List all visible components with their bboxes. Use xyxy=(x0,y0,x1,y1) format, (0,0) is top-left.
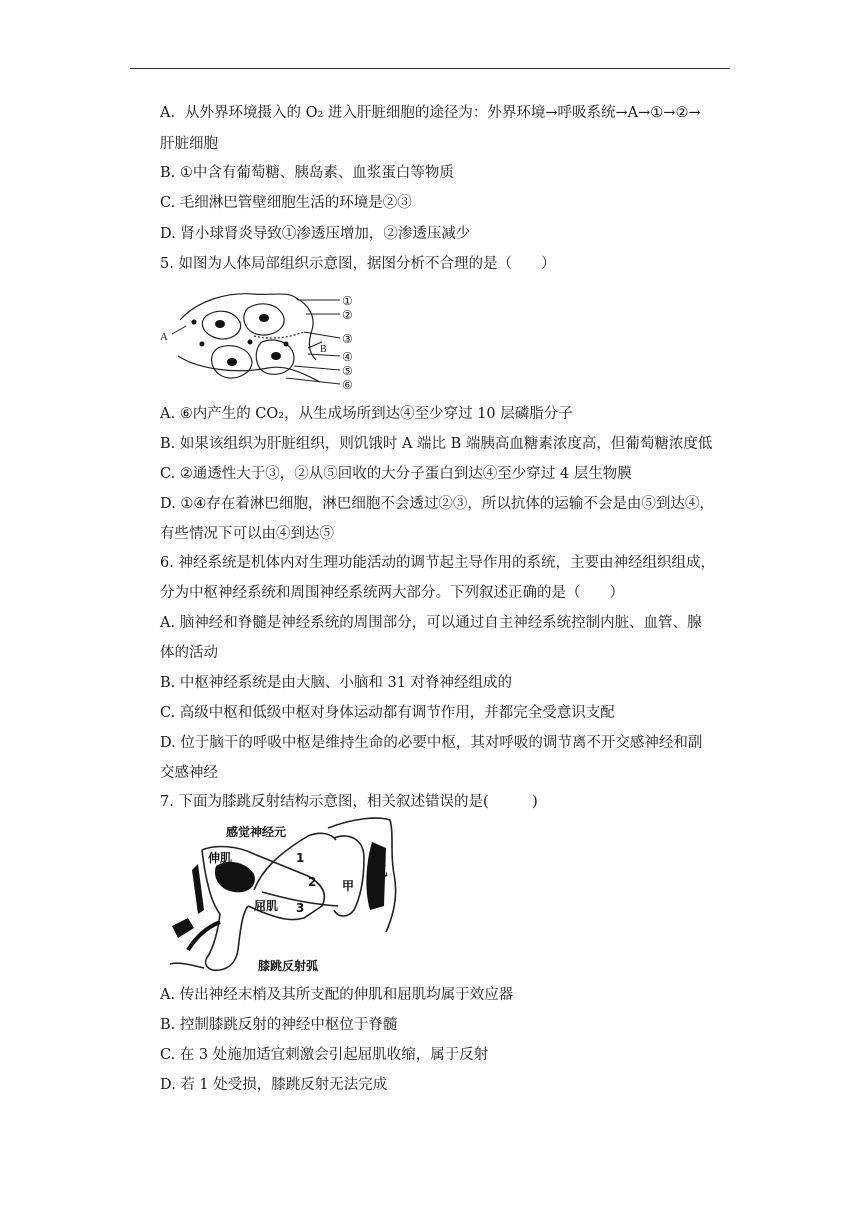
header-rule xyxy=(130,68,730,69)
q6-option-a-line2: 体的活动 xyxy=(160,645,218,661)
q6-option-d-line1: D. 位于脑干的呼吸中枢是维持生命的必要中枢，其对呼吸的调节离不开交感神经和副 xyxy=(160,735,703,751)
q5-option-d-line2: 有些情况下可以由④到达⑤ xyxy=(160,526,334,542)
label-flexor: 屈肌 xyxy=(254,899,279,913)
q5-option-a: A. ⑥内产生的 CO₂，从生成场所到达④至少穿过 10 层磷脂分子 xyxy=(160,406,573,422)
q4-option-b: B. ①中含有葡萄糖、胰岛素、血浆蛋白等物质 xyxy=(160,165,454,181)
q6-stem-line1: 6. 神经系统是机体内对生理功能活动的调节起主导作用的系统，主要由神经组织组成， xyxy=(160,555,715,571)
leader-3 xyxy=(304,332,340,338)
cell-nucleus xyxy=(259,314,269,322)
q5-stem: 5. 如图为人体局部组织示意图，据图分析不合理的是（ ） xyxy=(160,256,556,272)
sensory-nerve xyxy=(308,833,336,840)
capillary-wall-top xyxy=(180,294,298,320)
knee-cap xyxy=(192,864,204,914)
marker-3: ③ xyxy=(342,332,353,346)
q6-option-a-line1: A. 脑神经和脊髓是神经系统的周围部分，可以通过自主神经系统控制内脏、血管、腺 xyxy=(160,615,702,631)
label-extensor: 伸肌 xyxy=(208,851,233,865)
label-num1: 1 xyxy=(296,851,305,865)
flow-arrow-a xyxy=(172,326,186,334)
q7-option-b: B. 控制膝跳反射的神经中枢位于脊髓 xyxy=(160,1017,398,1033)
label-a: A xyxy=(160,331,168,343)
blood-cell xyxy=(248,340,253,345)
q5-option-b: B. 如果该组织为肝脏组织，则饥饿时 A 端比 B 端胰高血糖素浓度高，但葡萄糖浓度低 xyxy=(160,436,713,452)
label-jia: 甲 xyxy=(342,879,355,893)
marker-5: ⑤ xyxy=(342,364,353,378)
q6-stem-line2: 分为中枢神经系统和周围神经系统两大部分。下列叙述正确的是（ ） xyxy=(160,585,624,601)
q6-option-d-line2: 交感神经 xyxy=(160,765,218,781)
cell-nucleus xyxy=(227,358,237,366)
blood-cell xyxy=(200,342,205,347)
extensor-muscle xyxy=(215,862,255,892)
q4-option-d: D. 肾小球肾炎导致①渗透压增加，②渗透压减少 xyxy=(160,226,471,242)
label-yi: 乙 xyxy=(374,864,388,880)
q4-option-a-line1: A．从外界环境摄入的 O₂ 进入肝脏细胞的途径为：外界环境→呼吸系统→A→①→②→ xyxy=(160,105,701,121)
shank-outline xyxy=(206,906,248,970)
blood-cell xyxy=(192,320,197,325)
knee-jerk-reflex-diagram xyxy=(158,814,408,980)
tissue-diagram xyxy=(158,286,363,398)
marker-2: ② xyxy=(342,308,353,322)
label-sensory-neuron: 感觉神经元 xyxy=(226,825,287,839)
label-num3: 3 xyxy=(296,901,305,915)
q5-option-c: C. ②通透性大于③，②从⑤回收的大分子蛋白到达④至少穿过 4 层生物膜 xyxy=(160,466,632,482)
q7-option-d: D. 若 1 处受损，膝跳反射无法完成 xyxy=(160,1077,388,1093)
hammer-head xyxy=(172,918,194,938)
capillary-wall-bottom xyxy=(178,356,320,382)
q7-option-a: A. 传出神经末梢及其所支配的伸肌和屈肌均属于效应器 xyxy=(160,987,514,1003)
spinal-cord-outline xyxy=(334,836,364,916)
q4-option-c: C. 毛细淋巴管壁细胞生活的环境是②③ xyxy=(160,195,412,211)
q4-option-a-line2: 肝脏细胞 xyxy=(160,136,218,152)
q7-stem: 7. 下面为膝跳反射结构示意图，相关叙述错误的是( ) xyxy=(160,794,538,810)
marker-6: ⑥ xyxy=(342,378,353,392)
q5-option-d-line1: D. ①④存在着淋巴细胞，淋巴细胞不会透过②③，所以抗体的运输不会是由⑤到达④， xyxy=(160,496,714,512)
cell-nucleus xyxy=(215,320,225,328)
leader-5 xyxy=(294,366,340,370)
lymph-vessel xyxy=(296,298,316,360)
q6-option-c: C. 高级中枢和低级中枢对身体运动都有调节作用，并都完全受意识支配 xyxy=(160,705,615,721)
cell-nucleus xyxy=(271,352,281,360)
q7-option-c: C. 在 3 处施加适宜刺激会引起屈肌收缩，属于反射 xyxy=(160,1047,489,1063)
marker-1: ① xyxy=(342,294,353,308)
label-b: B xyxy=(320,344,327,355)
label-num2: 2 xyxy=(308,875,317,889)
q6-option-b: B. 中枢神经系统是由大脑、小脑和 31 对脊神经组成的 xyxy=(160,675,513,691)
figure-caption: 膝跳反射弧 xyxy=(258,959,319,973)
blood-cell xyxy=(284,342,289,347)
marker-4: ④ xyxy=(342,350,353,364)
foot-outline xyxy=(170,963,204,968)
